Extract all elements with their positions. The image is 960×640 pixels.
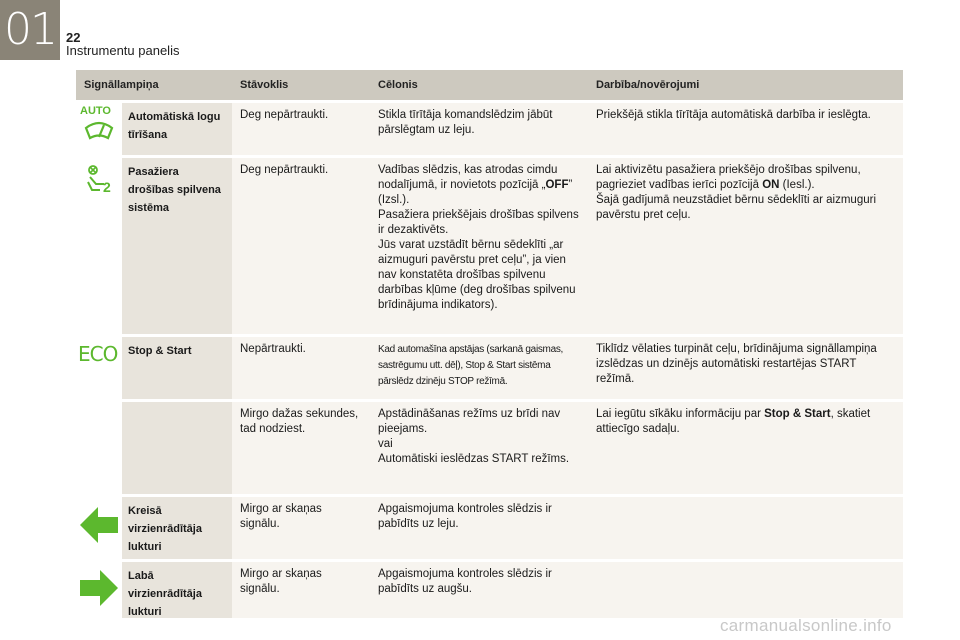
action-text: , skatiet attiecīgo sadaļu. — [596, 408, 871, 435]
state-cell: Deg nepārtraukti. — [232, 103, 370, 155]
cause-cell — [370, 402, 588, 494]
action-cell: Priekšējā stikla tīrītāja automātiskā darbība ir ieslēgta. — [588, 103, 903, 155]
wiper-icon — [84, 119, 114, 143]
cause-text: Jūs varat uzstādīt bērnu sēdeklīti „ar aizmuguri pavērstu pret ceļu”, ja vien nav konstatēta drošības spilvenu darbības kļūme (deg drošības spilvenu brīdinājuma indikators). — [378, 239, 576, 311]
warning-lamp-table — [76, 70, 903, 618]
action-text: Lai iegūtu sīkāku informāciju par — [596, 408, 765, 420]
table-row — [76, 158, 903, 334]
empty-icon-area — [76, 402, 122, 494]
action-cell — [588, 562, 903, 618]
action-cell — [588, 158, 903, 334]
off-keyword: OFF — [545, 179, 569, 191]
cause-cell: Stikla tīrītāja komandslēdzim jābūt pārslēgtam uz leju. — [370, 103, 588, 155]
cause-text: ” (Izsl.). — [378, 179, 573, 206]
header-state: Stāvoklis — [240, 79, 289, 91]
cause-cell: Apgaismojuma kontroles slēdzis ir pabīdīts uz augšu. — [370, 562, 588, 618]
signal-name: Pasažiera drošības spilvena sistēma — [122, 158, 232, 334]
cause-text: Vadības slēdzis, kas atrodas cimdu nodalījumā, ir novietots pozīcijā „ — [378, 164, 558, 191]
auto-wipe-icon-area — [76, 103, 122, 155]
table-row — [76, 103, 903, 155]
action-cell — [588, 402, 903, 494]
signal-cell — [76, 158, 232, 334]
chapter-tab: 01 — [0, 0, 60, 60]
eco-icon-area — [76, 337, 122, 399]
signal-name: Stop & Start — [122, 337, 232, 399]
right-arrow-icon-area — [76, 562, 122, 618]
table-row — [76, 562, 903, 618]
action-text: Šajā gadījumā neuzstādiet bērnu sēdeklīti ar aizmuguri pavērstu pret ceļu. — [596, 194, 876, 221]
page-number: 22 — [66, 30, 81, 45]
page-title: Instrumentu panelis — [66, 43, 180, 58]
stop-start-keyword: Stop & Start — [764, 408, 831, 420]
cause-text: Pasažiera priekšējais drošības spilvens ir dezaktivēts. — [378, 209, 579, 236]
signal-name: Automātiskā logu tīrīšana — [122, 103, 232, 155]
airbag-passenger-icon — [84, 164, 118, 196]
signal-cell — [76, 103, 232, 155]
arrow-right-icon — [80, 570, 118, 606]
cause-cell: Apgaismojuma kontroles slēdzis ir pabīdīts uz leju. — [370, 497, 588, 559]
arrow-left-icon — [80, 507, 118, 543]
state-cell: Mirgo ar skaņas signālu. — [232, 562, 370, 618]
action-cell — [588, 497, 903, 559]
signal-name-continued — [122, 402, 232, 494]
cause-text: vai — [378, 438, 393, 450]
watermark: carmanualsonline.info — [720, 616, 892, 635]
state-cell: Mirgo dažas sekundes, tad nodziest. — [232, 402, 370, 494]
header-action: Darbība/novērojumi — [596, 79, 700, 91]
on-keyword: ON — [762, 179, 780, 191]
airbag-number: 2 — [103, 179, 111, 195]
state-cell: Mirgo ar skaņas signālu. — [232, 497, 370, 559]
signal-name: Kreisā virzienrādītāja lukturi — [122, 497, 232, 559]
state-cell: Deg nepārtraukti. — [232, 158, 370, 334]
cause-text: Automātiski ieslēdzas START režīms. — [378, 453, 570, 465]
table-row — [76, 337, 903, 399]
header-cause: Cēlonis — [378, 79, 418, 91]
table-row — [76, 497, 903, 559]
state-cell: Nepārtraukti. — [232, 337, 370, 399]
signal-cell — [76, 402, 232, 494]
eco-icon: ECO — [78, 342, 118, 366]
header-signal: Signāllampiņa — [84, 79, 159, 91]
action-text: (Iesl.). — [779, 179, 815, 191]
table-row — [76, 402, 903, 494]
airbag-icon-area — [76, 158, 122, 334]
cause-cell: Kad automašīna apstājas (sarkanā gaismas, sastrēgumu utt. dēļ), Stop & Start sistēma pārslēdz dzinēju STOP režīmā. — [370, 337, 588, 399]
signal-name: Labā virzienrādītāja lukturi — [122, 562, 232, 618]
signal-cell — [76, 562, 232, 618]
left-arrow-icon-area — [76, 497, 122, 559]
cause-cell — [370, 158, 588, 334]
signal-cell — [76, 497, 232, 559]
action-text: Lai aktivizētu pasažiera priekšējo drošības spilvenu, pagrieziet vadības ierīci pozīcijā — [596, 164, 861, 191]
table-header — [76, 70, 903, 100]
signal-cell — [76, 337, 232, 399]
action-cell: Tiklīdz vēlaties turpināt ceļu, brīdinājuma signāllampiņa izslēdzas un dzinējs automātiski restartējas START režīmā. — [588, 337, 903, 399]
cause-text: Apstādināšanas režīms uz brīdi nav pieejams. — [378, 408, 561, 435]
auto-label: AUTO — [80, 105, 111, 117]
